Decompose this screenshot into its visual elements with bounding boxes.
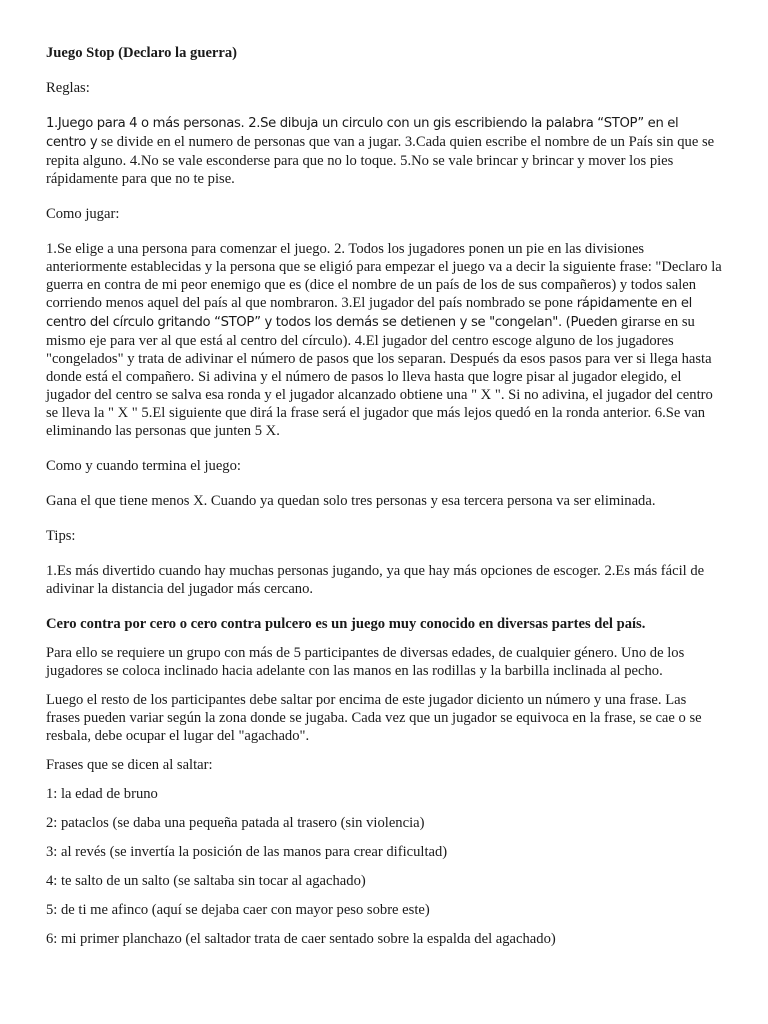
frase-item: 1: la edad de bruno [46,786,158,802]
cero-paragraph-1: Para ello se requiere un grupo con más de 5 participantes de diversas edades, de cualquier género. Uno de los jugadores se coloca inclinado hacia adelante con las manos en las rodillas y la barbilla inclinada al pecho. [46,645,685,679]
como-jugar-text-b: rápidamente en el centro del círculo gritando “STOP” y todos los demás se detienen y se "congelan". (Pueden [46,296,692,330]
reglas-label: Reglas: [46,80,90,96]
como-jugar-paragraph [46,240,722,440]
reglas-text-a: 1.Juego para 4 o más personas. 2.Se dibuja un circulo con un gis escribiendo la palabra “STOP” en el centro y [46,116,679,150]
tips-label: Tips: [46,528,76,544]
frase-item: 6: mi primer planchazo (el saltador trata de caer sentado sobre la espalda del agachado) [46,931,556,947]
frase-item: 5: de ti me afinco (aquí se dejaba caer con mayor peso sobre este) [46,902,430,918]
frase-item: 4: te salto de un salto (se saltaba sin tocar al agachado) [46,873,366,889]
reglas-paragraph [46,114,722,188]
como-jugar-text-c: girarse en su mismo eje para ver al que está al centro del círculo). 4.El jugador del centro escoge alguno de los jugadores "congelados" y trata de adivinar el número de pasos que los separan. Después da esos pasos para ver si llega hasta donde está el compañero. Si adivina y el número de pasos lo lleva hasta que logre pisar al jugador elegido, el jugador del centro se salva esa ronda y el jugador alcanzado obtiene una " X ". Si no adivina, el jugador del centro se lleva la " X " 5.El siguiente que dirá la frase será el jugador que más lejos quedó en la ronda anterior. 6.Se van eliminando las personas que junten 5 X. [46,314,713,439]
termina-paragraph: Gana el que tiene menos X. Cuando ya quedan solo tres personas y esa tercera persona va ser eliminada. [46,493,656,509]
document-title: Juego Stop (Declaro la guerra) [46,45,238,61]
reglas-text-b: se divide en el numero de personas que van a jugar. 3.Cada quien escribe el nombre de un País sin que se repita alguno. 4.No se vale esconderse para que no lo toque. 5.No se vale brincar y brincar y mover los pies rápidamente para que no te pise. [46,134,715,187]
frase-item: 3: al revés (se invertía la posición de las manos para crear dificultad) [46,844,448,860]
tips-paragraph: 1.Es más divertido cuando hay muchas personas jugando, ya que hay más opciones de escoger. 2.Es más fácil de adivinar la distancia del jugador más cercano. [46,563,705,597]
frases-label: Frases que se dicen al saltar: [46,757,213,773]
como-jugar-text-a: 1.Se elige a una persona para comenzar el juego. 2. Todos los jugadores ponen un pie en las divisiones anteriormente establecidas y la persona que se eligió para empezar el juego va a decir la siguiente frase: "Declaro la guerra en contra de mi peor enemigo que es (dice el nombre de un país de los de sus compañeros) y todos salen corriendo menos aquel del país al que nombraron. 3.El jugador del país nombrado se pone [46,241,722,311]
cero-paragraph-2: Luego el resto de los participantes debe saltar por encima de este jugador diciento un número y una frase. Las frases pueden variar según la zona donde se jugaba. Cada vez que un jugador se equivoca en la frase, se cae o se resbala, debe ocupar el lugar del "agachado". [46,692,702,744]
termina-label: Como y cuando termina el juego: [46,458,241,474]
como-jugar-label: Como jugar: [46,206,120,222]
frase-item: 2: pataclos (se daba una pequeña patada al trasero (sin violencia) [46,815,425,831]
cero-heading: Cero contra por cero o cero contra pulcero es un juego muy conocido en diversas partes del país. [46,616,646,632]
